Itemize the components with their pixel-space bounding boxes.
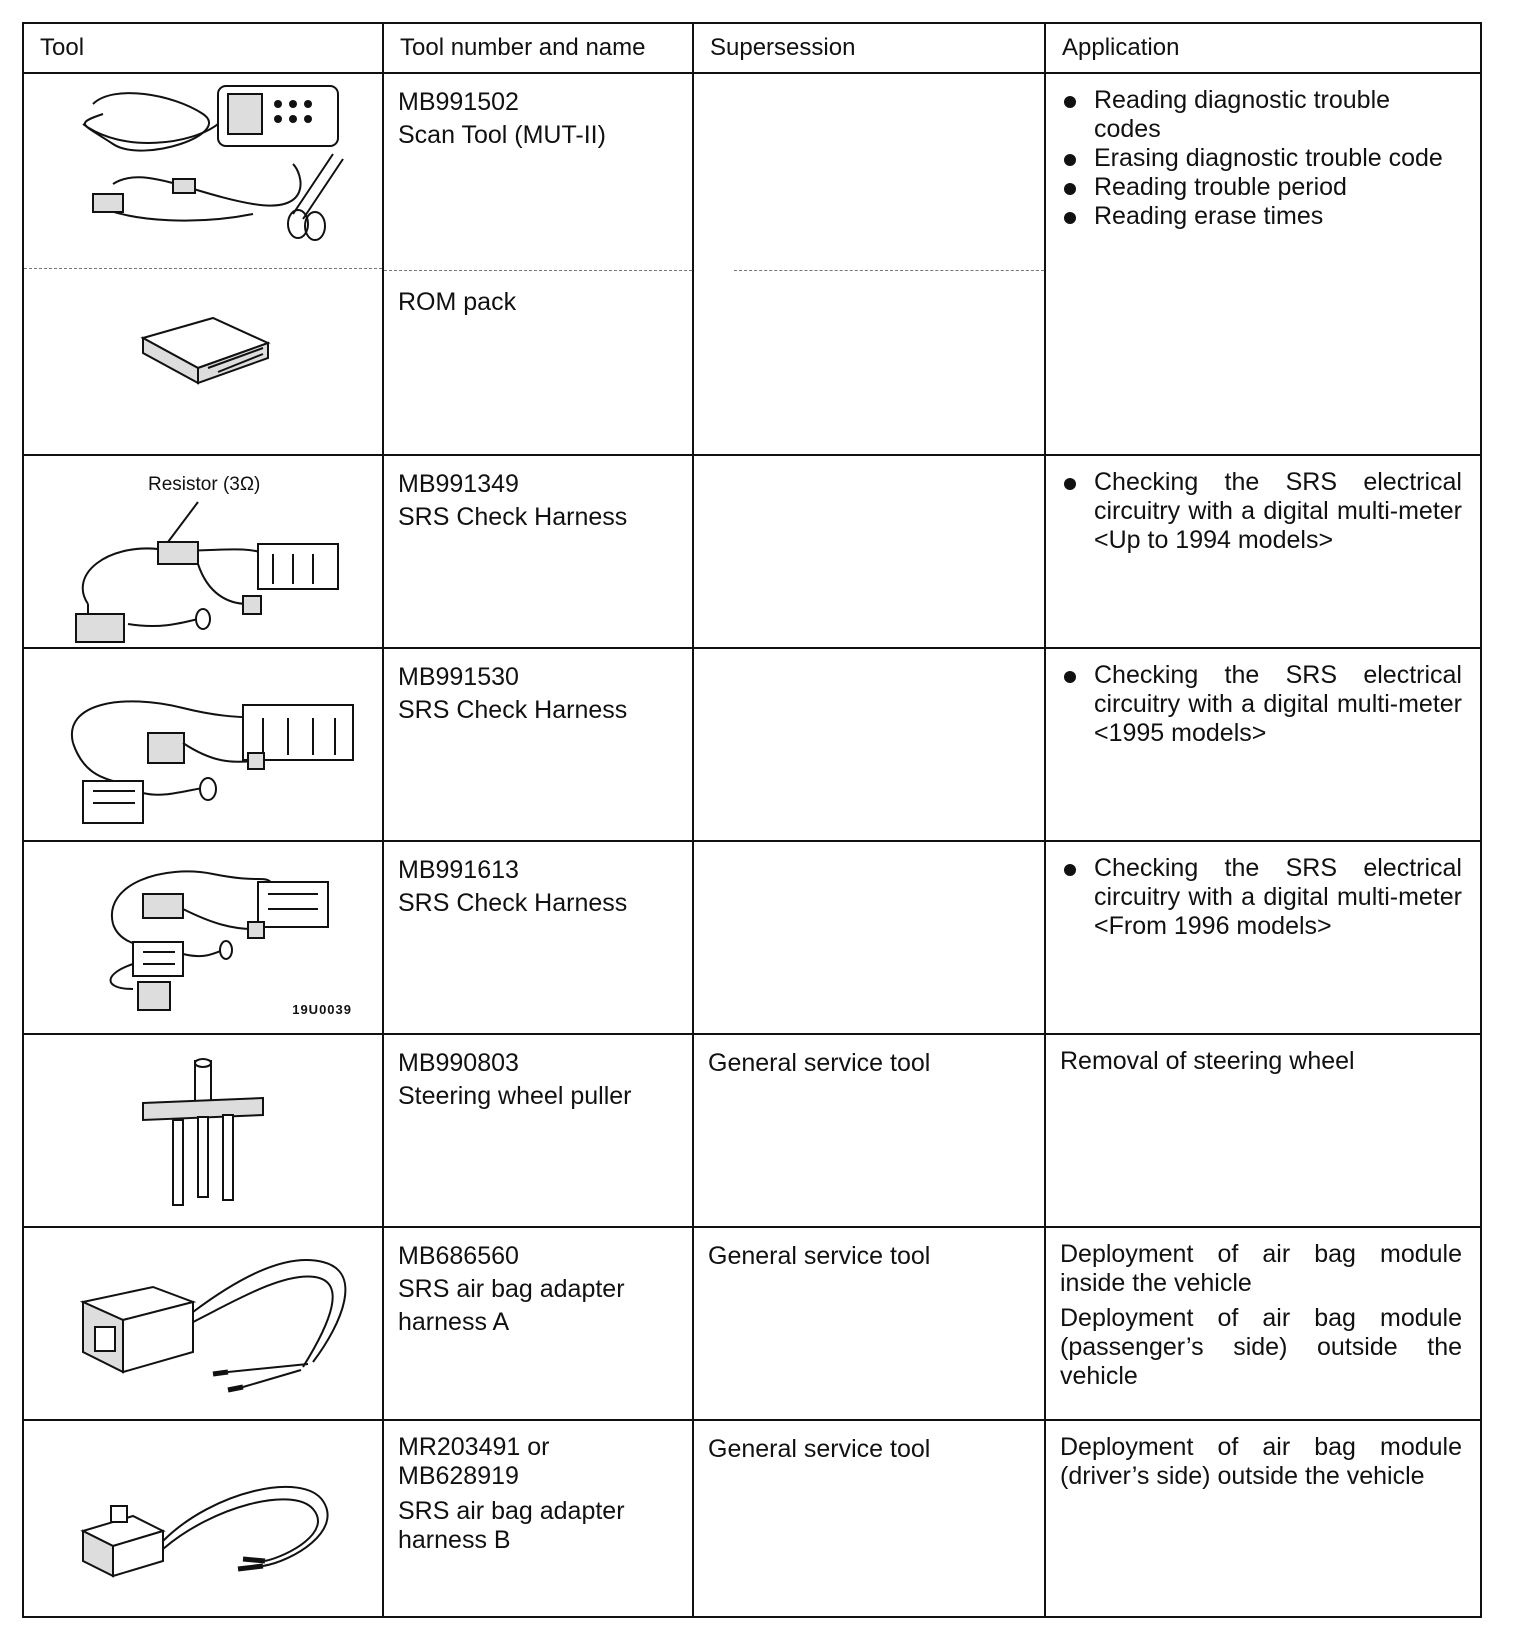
tool-number-cell <box>383 1227 693 1420</box>
tool-name: SRS air bag adapter <box>398 1275 625 1303</box>
application-list <box>1060 661 1462 748</box>
application-text: Deployment of air bag module (driver’s side) outside the vehicle <box>1060 1433 1462 1490</box>
adapter-harness-a-icon <box>53 1242 353 1402</box>
sub-item-name: ROM pack <box>398 288 517 316</box>
header-supersession: Supersession <box>693 23 1045 73</box>
sub-divider <box>24 268 382 269</box>
list-item: Reading erase times <box>1060 202 1462 231</box>
tool-name: SRS Check Harness <box>398 889 628 917</box>
header-application: Application <box>1045 23 1481 73</box>
application-cell <box>1045 1420 1481 1617</box>
tool-name: Scan Tool (MUT-II) <box>398 121 606 149</box>
tool-image-cell <box>23 1227 383 1420</box>
resistor-annotation: Resistor (3Ω) <box>148 474 261 495</box>
tool-number-cell <box>383 73 693 455</box>
steering-wheel-puller-icon <box>133 1053 273 1213</box>
list-item: Checking the SRS electrical circuitry with a digital multi-meter <1995 models> <box>1060 661 1462 748</box>
tool-name: harness B <box>398 1526 511 1554</box>
tool-number: MB990803 <box>398 1049 519 1077</box>
supersession-cell <box>693 648 1045 841</box>
srs-check-harness-icon <box>63 854 343 1014</box>
tool-number: MB991349 <box>398 470 519 498</box>
tool-image-cell <box>23 648 383 841</box>
application-cell <box>1045 1227 1481 1420</box>
application-text: Deployment of air bag module inside the vehicle <box>1060 1240 1462 1297</box>
tool-name: Steering wheel puller <box>398 1082 632 1110</box>
supersession-text: General service tool <box>708 1435 931 1463</box>
tool-number-cell <box>383 1420 693 1617</box>
table-row <box>23 648 1481 841</box>
tool-number: MB991502 <box>398 88 519 116</box>
tool-image-cell <box>23 455 383 648</box>
header-tool-number-and-name: Tool number and name <box>383 23 693 73</box>
table-row <box>23 1227 1481 1420</box>
application-cell <box>1045 648 1481 841</box>
list-item: Checking the SRS electrical circuitry with a digital multi-meter <From 1996 models> <box>1060 854 1462 941</box>
scan-tool-icon <box>53 74 353 244</box>
application-list <box>1060 86 1462 231</box>
tool-number: MB991530 <box>398 663 519 691</box>
table-row <box>23 841 1481 1034</box>
sub-divider <box>734 270 1044 271</box>
tool-name: SRS Check Harness <box>398 696 628 724</box>
application-cell <box>1045 73 1481 455</box>
supersession-cell <box>693 841 1045 1034</box>
tool-name: harness A <box>398 1308 510 1336</box>
special-tools-page <box>22 22 1480 1616</box>
supersession-cell <box>693 1034 1045 1227</box>
list-item: Reading trouble period <box>1060 173 1462 202</box>
tool-image-cell <box>23 1034 383 1227</box>
srs-check-harness-icon <box>43 663 363 828</box>
table-row <box>23 455 1481 648</box>
application-cell <box>1045 841 1481 1034</box>
table-row <box>23 73 1481 455</box>
image-code: 19U0039 <box>292 1002 352 1017</box>
table-row <box>23 1034 1481 1227</box>
list-item: Erasing diagnostic trouble code <box>1060 144 1462 173</box>
list-item: Checking the SRS electrical circuitry with a digital multi-meter <Up to 1994 models> <box>1060 468 1462 555</box>
application-text: Removal of steering wheel <box>1060 1047 1355 1075</box>
application-list <box>1060 854 1462 941</box>
tool-image-cell <box>23 1420 383 1617</box>
rom-pack-icon <box>123 298 283 388</box>
supersession-cell <box>693 73 1045 455</box>
tool-name: SRS air bag adapter <box>398 1497 625 1525</box>
supersession-text: General service tool <box>708 1049 931 1077</box>
header-row <box>23 23 1481 73</box>
list-item: Reading diagnostic trouble codes <box>1060 86 1462 144</box>
special-tools-table <box>22 22 1482 1618</box>
tool-number: MB686560 <box>398 1242 519 1270</box>
supersession-cell <box>693 455 1045 648</box>
tool-number: MB991613 <box>398 856 519 884</box>
srs-check-harness-icon <box>48 494 358 644</box>
application-text: Deployment of air bag module (passenger’s side) outside the vehicle <box>1060 1304 1462 1390</box>
supersession-cell <box>693 1227 1045 1420</box>
tool-number: MB628919 <box>398 1462 519 1490</box>
table-row <box>23 1420 1481 1617</box>
tool-image-cell <box>23 73 383 455</box>
adapter-harness-b-icon <box>53 1451 353 1601</box>
application-cell <box>1045 1034 1481 1227</box>
tool-number-cell <box>383 841 693 1034</box>
tool-name: SRS Check Harness <box>398 503 628 531</box>
tool-number-cell <box>383 455 693 648</box>
tool-number: MR203491 or <box>398 1433 550 1461</box>
supersession-cell <box>693 1420 1045 1617</box>
supersession-text: General service tool <box>708 1242 931 1270</box>
application-cell <box>1045 455 1481 648</box>
application-list <box>1060 468 1462 555</box>
header-tool: Tool <box>23 23 383 73</box>
tool-number-cell <box>383 1034 693 1227</box>
sub-divider <box>384 270 692 271</box>
tool-image-cell <box>23 841 383 1034</box>
tool-number-cell <box>383 648 693 841</box>
